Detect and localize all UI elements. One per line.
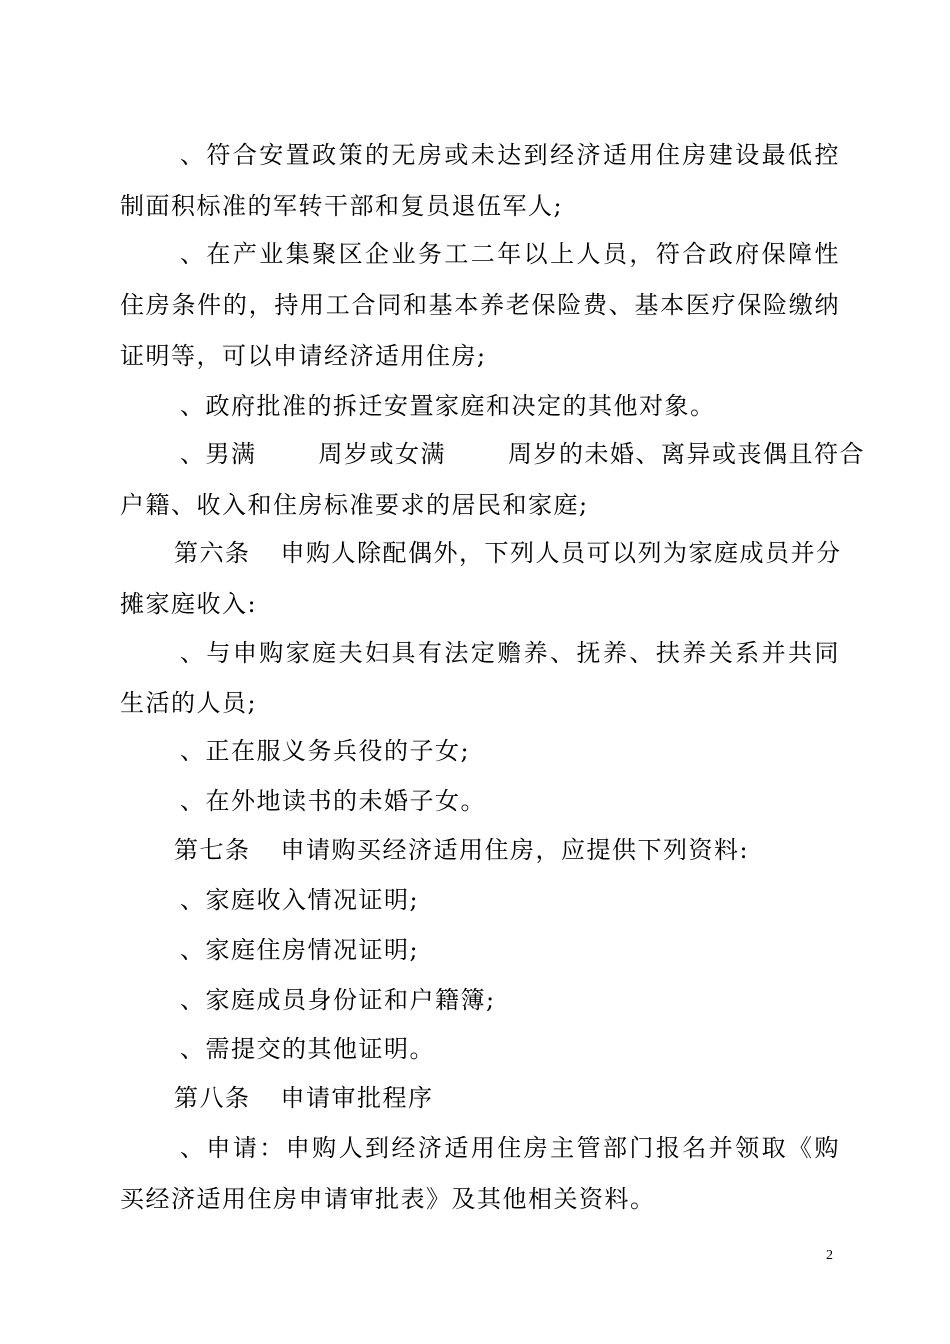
text-line: 、申请：申购人到经济适用住房主管部门报名并领取《购 <box>180 1134 840 1162</box>
article-heading-line <box>174 834 840 866</box>
text-segment: 申请审批程序 <box>280 1084 434 1112</box>
text-line: 户籍、收入和住房标准要求的居民和家庭; <box>120 491 589 519</box>
article-heading-line <box>174 537 840 569</box>
text-line: 生活的人员; <box>120 689 258 717</box>
text-line: 、在产业集聚区企业务工二年以上人员，符合政府保障性 <box>180 240 840 268</box>
article-number: 第六条 <box>174 539 251 567</box>
text-line: 、家庭收入情况证明; <box>180 886 420 914</box>
text-line: 、需提交的其他证明。 <box>180 1035 435 1063</box>
text-segment: 周岁的未婚、离异或丧偶且符合 <box>508 440 865 468</box>
text-line: 、家庭成员身份证和户籍簿; <box>180 986 496 1014</box>
text-line: 、符合安置政策的无房或未达到经济适用住房建设最低控 <box>180 141 840 169</box>
article-number: 第七条 <box>174 836 251 864</box>
text-line: 、正在服义务兵役的子女; <box>180 737 471 765</box>
article-heading-line <box>174 1082 840 1114</box>
text-line: 制面积标准的军转干部和复员退伍军人; <box>120 192 564 220</box>
text-line: 、家庭住房情况证明; <box>180 936 420 964</box>
text-line: 、政府批准的拆迁安置家庭和决定的其他对象。 <box>180 392 716 420</box>
text-line: 、在外地读书的未婚子女。 <box>180 787 486 815</box>
article-number: 第八条 <box>174 1084 251 1112</box>
text-segment: 、男满 <box>180 440 257 468</box>
text-line: 、与申购家庭夫妇具有法定赡养、抚养、扶养关系并共同 <box>180 639 840 667</box>
text-segment: 周岁或女满 <box>318 440 446 468</box>
text-line: 证明等，可以申请经济适用住房; <box>120 342 487 370</box>
text-line <box>180 438 865 470</box>
text-line: 摊家庭收入: <box>120 590 258 618</box>
text-line: 住房条件的，持用工合同和基本养老保险费、基本医疗保险缴纳 <box>120 291 840 319</box>
text-segment: 申请购买经济适用住房，应提供下列资料: <box>280 836 750 864</box>
text-line: 买经济适用住房申请审批表》及其他相关资料。 <box>120 1185 656 1213</box>
text-segment: 申购人除配偶外，下列人员可以列为家庭成员并分 <box>280 539 842 567</box>
page-number: 2 <box>826 1248 833 1263</box>
